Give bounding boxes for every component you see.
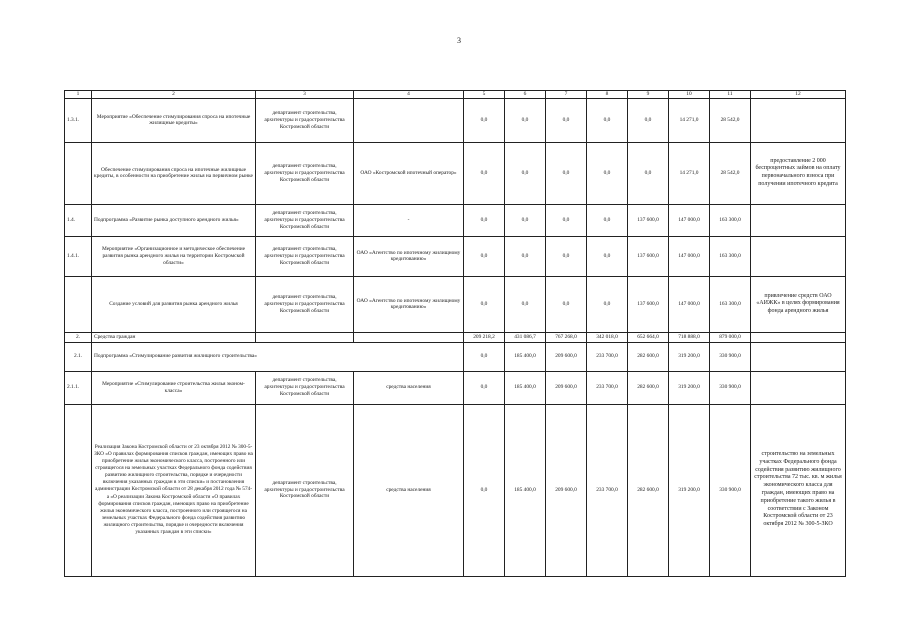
row-name: Подпрограмма «Развитие рынка доступного арендного жилья» [92,204,256,236]
column-header: 5 [464,91,505,99]
value-cell: 0,0 [546,98,587,142]
value-cell: 28 542,0 [710,142,751,204]
table-row [65,371,846,404]
value-cell: 0,0 [505,142,546,204]
value-cell: 147 000,0 [669,236,710,276]
table-row [65,342,846,371]
row-executor: департамент строительства, архитектуры и градостроительства Костромской области [256,404,354,576]
value-cell: 28 542,0 [710,98,751,142]
value-cell: 0,0 [464,371,505,404]
value-cell: 0,0 [505,204,546,236]
value-cell: 282 600,0 [628,342,669,371]
column-header: 3 [256,91,354,99]
row-name: Обеспечение стимулирования спроса на ипотечные жилищные кредиты, в особенности на приобретение жилья на первичном рынке [92,142,256,204]
column-header: 8 [587,91,628,99]
value-cell: 767 268,0 [546,332,587,342]
value-cell: 0,0 [464,98,505,142]
table-row [65,404,846,576]
row-source [354,332,464,342]
program-table [64,90,846,577]
value-cell: 0,0 [464,142,505,204]
value-cell: 319 200,0 [669,342,710,371]
value-cell: 185 400,0 [505,371,546,404]
row-note [751,236,846,276]
value-cell: 718 888,0 [669,332,710,342]
row-number: 1.4.1. [65,236,92,276]
value-cell: 0,0 [587,142,628,204]
value-cell: 14 271,0 [669,98,710,142]
row-name: Средства граждан [92,332,256,342]
row-source: ОАО «Агентство по ипотечному жилищному кредитованию» [354,276,464,332]
value-cell: 431 086,7 [505,332,546,342]
value-cell: 163 300,0 [710,236,751,276]
value-cell: 330 900,0 [710,342,751,371]
row-executor: департамент строительства, архитектуры и градостроительства Костромской области [256,371,354,404]
column-header: 12 [751,91,846,99]
row-number: 2.1.1. [65,371,92,404]
row-number: 1.4. [65,204,92,236]
value-cell: 0,0 [464,204,505,236]
column-header: 1 [65,91,92,99]
column-header: 6 [505,91,546,99]
value-cell: 163 300,0 [710,276,751,332]
column-header: 11 [710,91,751,99]
column-header: 9 [628,91,669,99]
value-cell: 233 700,0 [587,371,628,404]
row-executor: департамент строительства, архитектуры и градостроительства Костромской области [256,204,354,236]
value-cell: 0,0 [464,342,505,371]
value-cell: 137 600,0 [628,204,669,236]
value-cell: 282 600,0 [628,371,669,404]
row-source: средства населения [354,404,464,576]
value-cell: 209 600,0 [546,404,587,576]
value-cell: 0,0 [464,236,505,276]
value-cell: 137 600,0 [628,236,669,276]
value-cell: 0,0 [587,204,628,236]
value-cell: 209 218,2 [464,332,505,342]
table-row [65,204,846,236]
row-note: привлечение средств ОАО «АИЖК» в целях формирования фонда арендного жилья [751,276,846,332]
row-number [65,142,92,204]
value-cell: 282 600,0 [628,404,669,576]
row-number [65,404,92,576]
value-cell: 233 700,0 [587,342,628,371]
value-cell: 0,0 [587,98,628,142]
value-cell: 0,0 [546,142,587,204]
row-executor: департамент строительства, архитектуры и градостроительства Костромской области [256,142,354,204]
row-number: 2.1. [65,342,92,371]
row-source: ОАО «Агентство по ипотечному жилищному кредитованию» [354,236,464,276]
row-name: Реализация Закона Костромской области от 23 октября 2012 № 300-5-ЗКО «О правилах формирования списков граждан, имеющих право на приобретение жилья экономического класса, построенного или строящегося на земельных участках Федерального фонда содействия развитию жилищного строительства, порядке и очередности включения указанных граждан в эти списки» и постановления администрации Костромской области от 28 декабря 2012 года № 574-а «О реализации Закона Костромской области «О правилах формирования списков граждан, имеющих право на приобретение жилья экономического класса, построенного или строящегося на земельных участках Федерального фонда содействия развитию жилищного строительства, порядке и очередности включения указанных граждан в эти списки» [92,404,256,576]
row-name: Создание условий для развития рынка арендного жилья [92,276,256,332]
column-header: 4 [354,91,464,99]
value-cell: 0,0 [505,276,546,332]
page-number: 3 [457,36,461,45]
row-note: предоставление 2 000 беспроцентных займов на оплату первоначального взноса при получении ипотечного кредита [751,142,846,204]
row-number [65,276,92,332]
value-cell: 185 400,0 [505,404,546,576]
value-cell: 209 600,0 [546,371,587,404]
value-cell: 0,0 [546,276,587,332]
value-cell: 0,0 [587,276,628,332]
row-note [751,332,846,342]
row-name: Подпрограмма «Стимулирование развития жилищного строительства» [92,342,464,371]
row-name: Мероприятие «Обеспечение стимулирования спроса на ипотечные жилищные кредиты» [92,98,256,142]
value-cell: 342 018,0 [587,332,628,342]
value-cell: 652 664,0 [628,332,669,342]
value-cell: 330 900,0 [710,404,751,576]
table-row [65,276,846,332]
value-cell: 0,0 [628,142,669,204]
row-note [751,98,846,142]
value-cell: 319 200,0 [669,404,710,576]
value-cell: 137 600,0 [628,276,669,332]
column-header: 7 [546,91,587,99]
value-cell: 147 000,0 [669,204,710,236]
row-executor: департамент строительства, архитектуры и градостроительства Костромской области [256,98,354,142]
value-cell: 14 271,0 [669,142,710,204]
row-number: 2. [65,332,92,342]
table-row [65,142,846,204]
row-note [751,371,846,404]
value-cell: 233 700,0 [587,404,628,576]
value-cell: 147 000,0 [669,276,710,332]
header-row [65,91,846,99]
row-source: ОАО «Костромской ипотечный оператор» [354,142,464,204]
value-cell: 163 300,0 [710,204,751,236]
table-row [65,236,846,276]
value-cell: 330 900,0 [710,371,751,404]
column-header: 2 [92,91,256,99]
row-executor: департамент строительства, архитектуры и градостроительства Костромской области [256,236,354,276]
row-source: средства населения [354,371,464,404]
table-row [65,332,846,342]
row-name: Мероприятие «Стимулирование строительства жилья эконом-класса» [92,371,256,404]
value-cell: 0,0 [505,236,546,276]
value-cell: 0,0 [464,404,505,576]
value-cell: 319 200,0 [669,371,710,404]
row-note [751,342,846,371]
value-cell: 0,0 [546,204,587,236]
value-cell: 0,0 [464,276,505,332]
value-cell: 0,0 [505,98,546,142]
row-source: - [354,204,464,236]
row-executor [256,332,354,342]
row-source [354,98,464,142]
row-note: строительство на земельных участках Федерального фонда содействия развитию жилищного строительства 72 тыс. кв. м жилья экономического класса для граждан, имеющих право на приобретение такого жилья в соответствии с Законом Костромской области от 23 октября 2012 № 300-5-ЗКО [751,404,846,576]
row-number: 1.3.1. [65,98,92,142]
row-executor: департамент строительства, архитектуры и градостроительства Костромской области [256,276,354,332]
value-cell: 879 000,0 [710,332,751,342]
value-cell: 0,0 [587,236,628,276]
column-header: 10 [669,91,710,99]
table-row [65,98,846,142]
row-note [751,204,846,236]
value-cell: 185 400,0 [505,342,546,371]
value-cell: 0,0 [628,98,669,142]
value-cell: 209 600,0 [546,342,587,371]
row-name: Мероприятие «Организационное и методическое обеспечение развития рынка арендного жилья на территории Костромской области» [92,236,256,276]
value-cell: 0,0 [546,236,587,276]
